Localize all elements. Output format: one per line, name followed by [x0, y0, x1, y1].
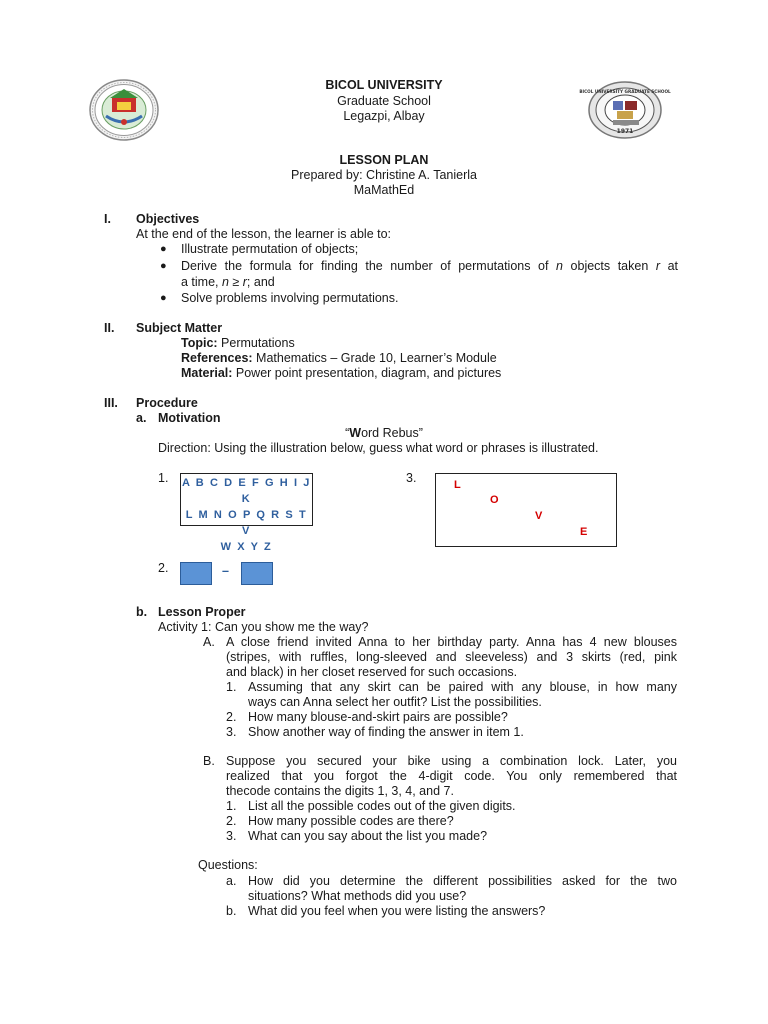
b-q3: What can you say about the list you made? [248, 829, 488, 843]
word-rebus-title: “Word Rebus” [345, 426, 423, 440]
b-q3-number: 3. [226, 829, 237, 843]
university-name: BICOL UNIVERSITY [325, 78, 443, 92]
blue-square-left [180, 562, 212, 585]
situation-b-line3: thecode contains the digits 1, 3, 4, and 7. [226, 784, 454, 798]
a-q3: Show another way of finding the answer in item 1. [248, 725, 524, 739]
rebus-item-3-box [435, 473, 617, 547]
rebus-item-2-number: 2. [158, 561, 169, 575]
love-letter-v: V [535, 510, 543, 522]
objective-3: Solve problems involving permutations. [181, 291, 399, 305]
love-letter-l: L [454, 479, 461, 491]
a-q3-number: 3. [226, 725, 237, 739]
alphabet-row-3: W X Y Z [220, 541, 273, 553]
question-a-letter: a. [226, 874, 237, 888]
a-q1-line2: ways can Anna select her outfit? List the possibilities. [248, 695, 542, 709]
objective-1: Illustrate permutation of objects; [181, 242, 359, 256]
b-q2: How many possible codes are there? [248, 814, 454, 828]
objectives-heading: Objectives [136, 212, 200, 226]
question-a-line2: situations? What methods did you use? [248, 889, 467, 903]
subject-matter-heading: Subject Matter [136, 321, 223, 335]
section-numeral-2: II. [104, 321, 115, 335]
b-q1-number: 1. [226, 799, 237, 813]
question-b-letter: b. [226, 904, 237, 918]
situation-b-letter: B. [203, 754, 215, 768]
situation-a-line1: A close friend invited Anna to her birthday party. Anna has 4 new blouses [226, 635, 677, 649]
situation-a-letter: A. [203, 635, 215, 649]
alphabet-row-2: L M N O P Q R S T V [185, 509, 308, 537]
situation-a-line2: (stripes, with ruffles, long-sleeved and sleeveless) and 3 skirts (red, pink [226, 650, 677, 664]
a-q2: How many blouse-and-skirt pairs are possible? [248, 710, 508, 724]
objective-2-line2: a time, n ≥ r; and [181, 275, 275, 289]
situation-b-line2: realized that you forgot the 4-digit code. You only remembered that [226, 769, 677, 783]
school-location: Legazpi, Albay [343, 109, 425, 123]
lesson-proper-letter: b. [136, 605, 148, 619]
topic-line: Topic: Permutations [181, 336, 295, 350]
rebus-item-1-number: 1. [158, 471, 169, 485]
motivation-letter: a. [136, 411, 147, 425]
procedure-heading: Procedure [136, 396, 198, 410]
question-b: What did you feel when you were listing the answers? [248, 904, 546, 918]
situation-a-line3: and black) in her closet reserved for such occasions. [226, 665, 518, 679]
section-numeral-1: I. [104, 212, 111, 226]
lesson-plan-title: LESSON PLAN [339, 153, 429, 167]
objectives-intro: At the end of the lesson, the learner is able to: [136, 227, 392, 241]
rebus-item-3-number: 3. [406, 471, 417, 485]
motivation-heading: Motivation [158, 411, 221, 425]
objective-2-line1: Derive the formula for finding the number of permutations of n objects taken r at [181, 259, 678, 273]
rebus-direction: Direction: Using the illustration below, guess what word or phrases is illustrated. [158, 441, 599, 455]
love-letter-o: O [490, 494, 499, 506]
question-a-line1: How did you determine the different possibilities asked for the two [248, 874, 677, 888]
love-letter-e: E [580, 526, 588, 538]
blue-square-right [241, 562, 273, 585]
bullet-icon: ● [160, 292, 167, 304]
a-q2-number: 2. [226, 710, 237, 724]
a-q1-number: 1. [226, 680, 237, 694]
lesson-proper-heading: Lesson Proper [158, 605, 246, 619]
alphabet-row-1: A B C D E F G H I J K [181, 477, 311, 505]
situation-b-line1: Suppose you secured your bike using a combination lock. Later, you [226, 754, 677, 768]
section-numeral-3: III. [104, 396, 118, 410]
school-name: Graduate School [337, 94, 431, 108]
material-line: Material: Power point presentation, diagram, and pictures [181, 366, 502, 380]
prepared-by: Prepared by: Christine A. Tanierla [291, 168, 477, 182]
bullet-icon: ● [160, 243, 167, 255]
seal-ring-text: BICOL UNIVERSITY GRADUATE SCHOOL [579, 89, 671, 94]
questions-heading: Questions: [198, 858, 258, 872]
b-q1: List all the possible codes out of the given digits. [248, 799, 516, 813]
a-q1-line1: Assuming that any skirt can be paired with any blouse, in how many [248, 680, 677, 694]
rebus-dash: – [222, 564, 229, 578]
references-line: References: Mathematics – Grade 10, Learner’s Module [181, 351, 497, 365]
bullet-icon: ● [160, 260, 167, 272]
activity-title: Activity 1: Can you show me the way? [158, 620, 369, 634]
seal-year: 1971 [616, 128, 634, 135]
rebus-item-1-box [180, 473, 313, 553]
program-name: MaMathEd [353, 183, 415, 197]
b-q2-number: 2. [226, 814, 237, 828]
